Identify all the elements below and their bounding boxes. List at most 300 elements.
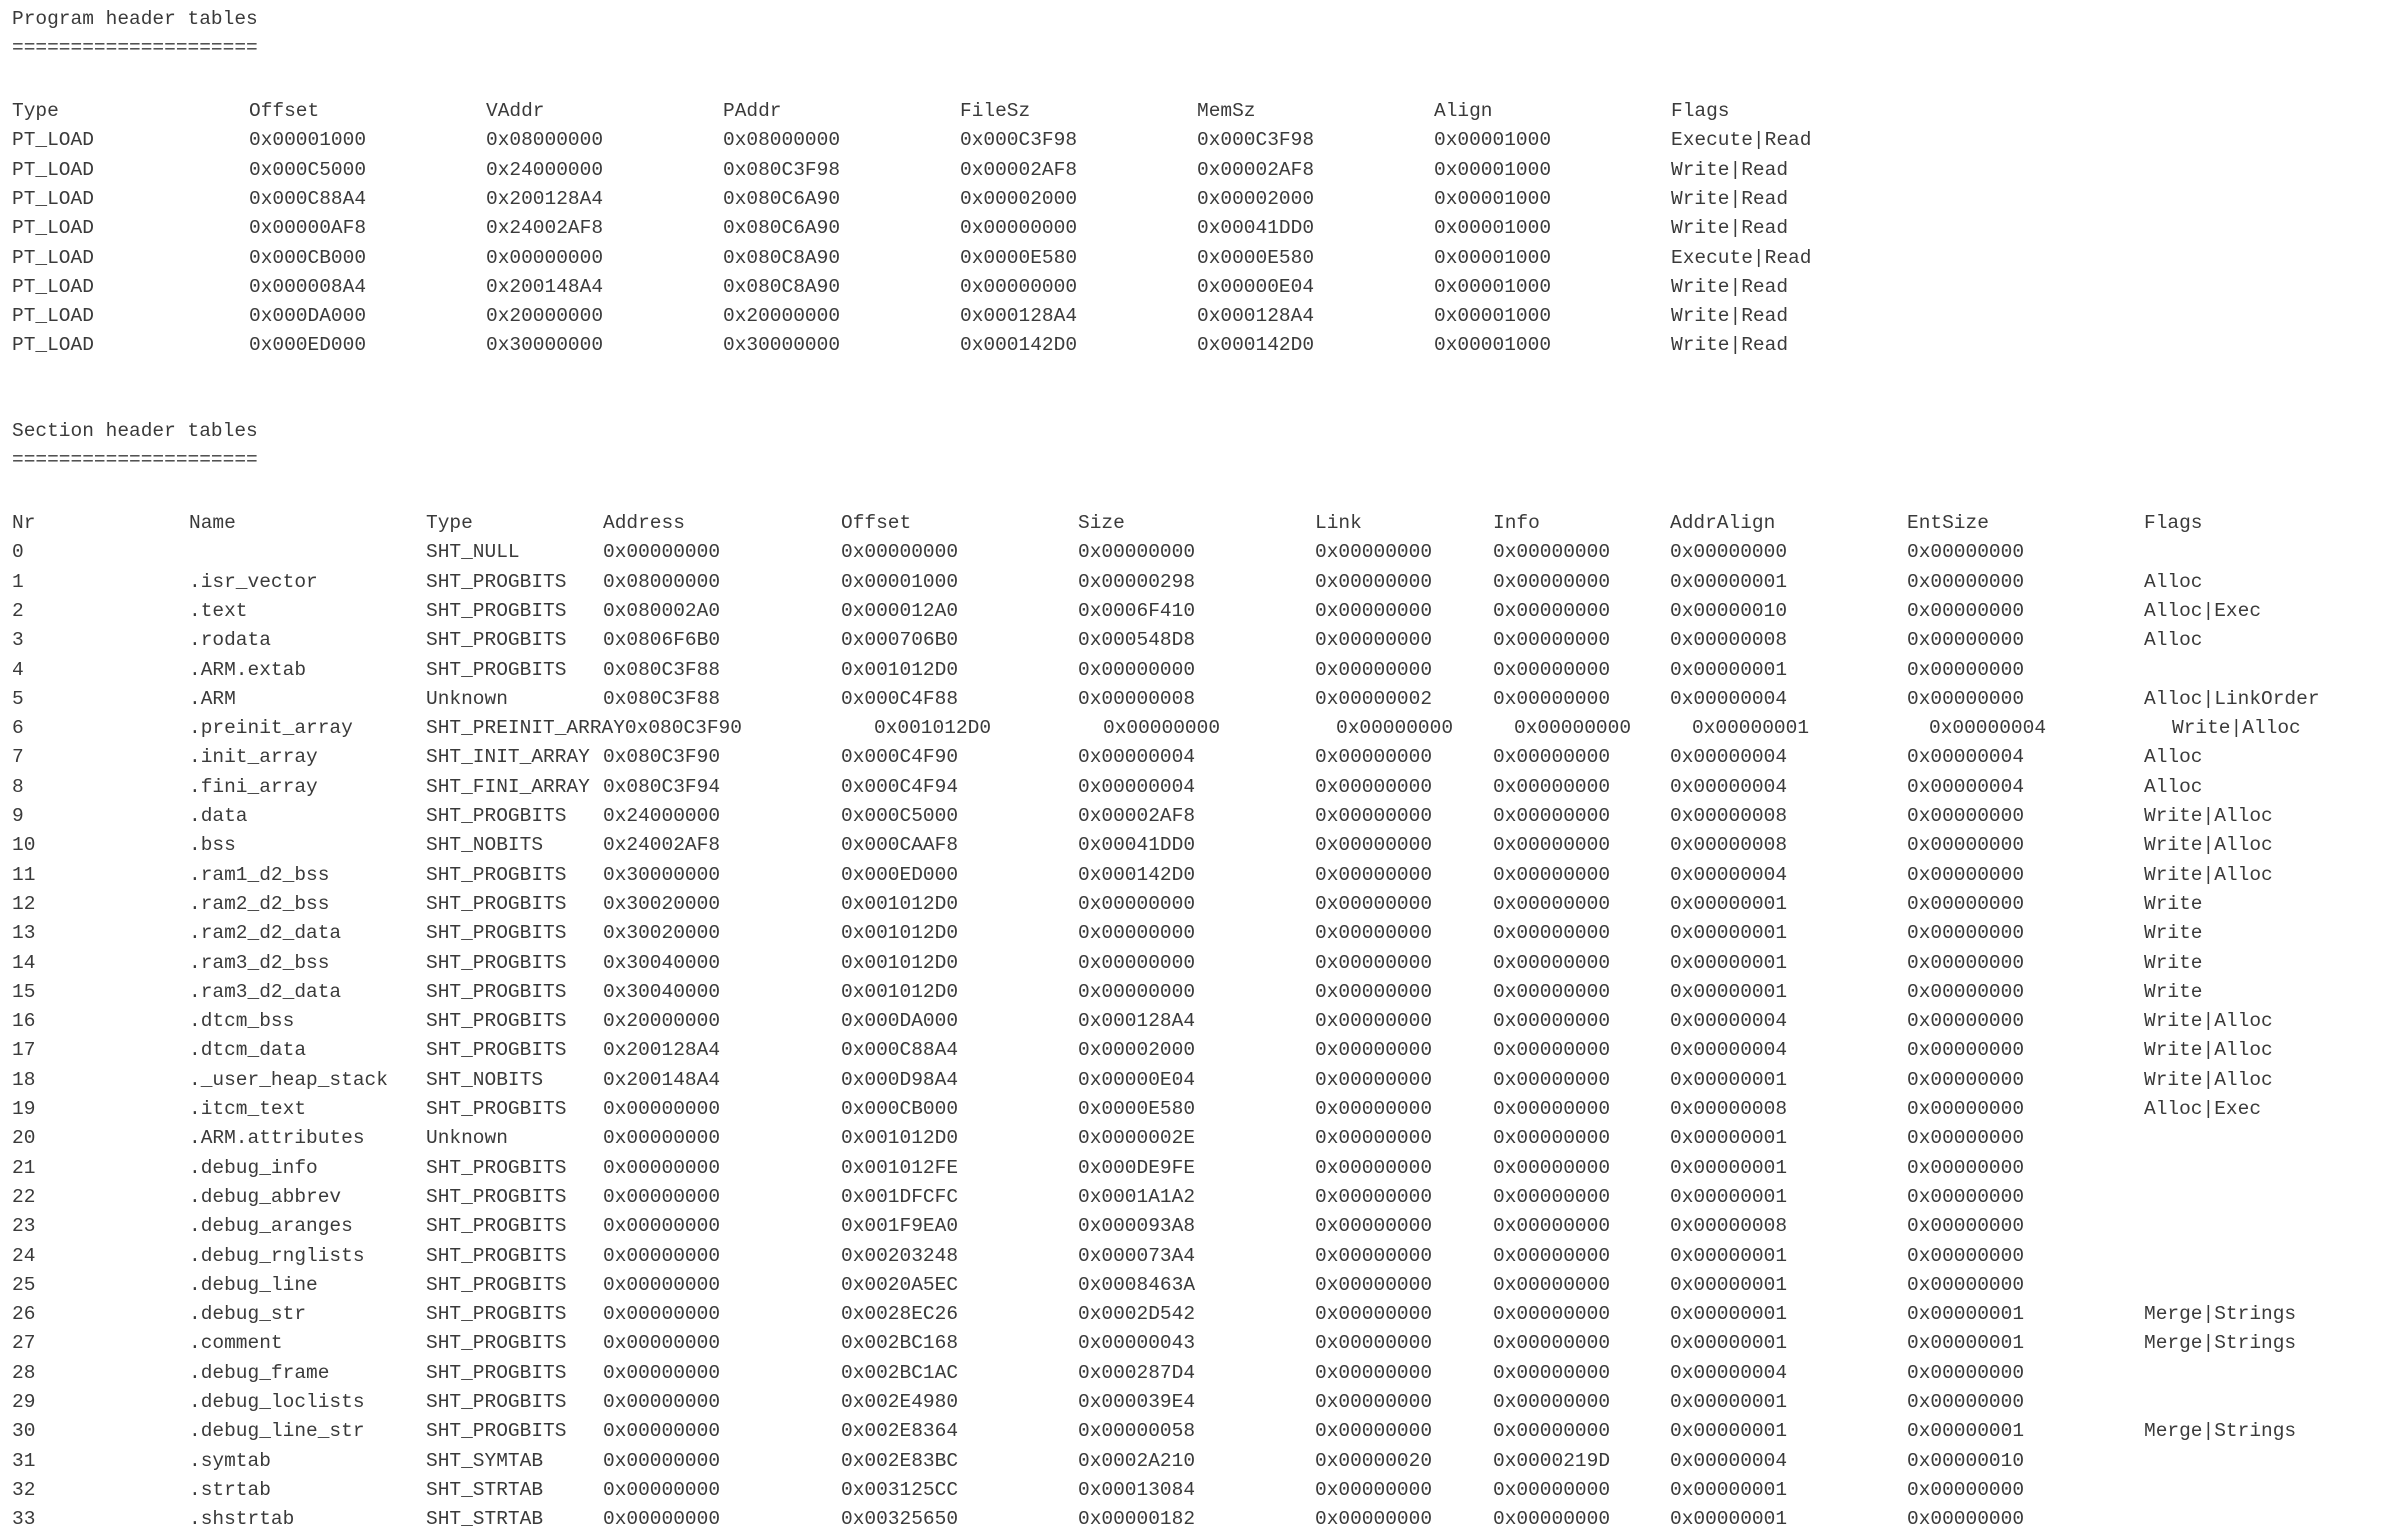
table-cell: 0x00000E04 — [1197, 275, 1315, 298]
table-cell: 0x00001000 — [1434, 217, 1552, 240]
table-cell: PT_LOAD — [12, 158, 94, 181]
table-cell: 0x00000000 — [486, 246, 604, 269]
table-cell: 0x00000004 — [1670, 1449, 1788, 1472]
program-header-rule: ===================== — [12, 37, 258, 59]
table-cell: SHT_SYMTAB — [426, 1449, 544, 1472]
table-cell: 0x00000000 — [1907, 1508, 2025, 1531]
table-cell: 0x00000010 — [1670, 599, 1788, 622]
table-cell: 0x00000020 — [1315, 1449, 1433, 1472]
column-header: Offset — [249, 100, 320, 122]
table-cell: 0x000287D4 — [1078, 1361, 1196, 1384]
table-cell: 0x00000000 — [1907, 834, 2025, 857]
table-cell: 0x002BC1AC — [841, 1361, 959, 1384]
table-cell: ._user_heap_stack — [189, 1068, 388, 1091]
table-cell: 0x00000000 — [1907, 1478, 2025, 1501]
table-cell: 0x00000000 — [1493, 629, 1611, 652]
table-cell: 0x24000000 — [486, 158, 604, 181]
table-cell: 0x00000001 — [1670, 1508, 1788, 1531]
table-cell: 0x00203248 — [841, 1244, 959, 1267]
table-cell: 0x00000001 — [1670, 1273, 1788, 1296]
table-row — [12, 1095, 2392, 1124]
table-cell: 0x00000000 — [1078, 658, 1196, 681]
table-cell: 0x00000000 — [1315, 746, 1433, 769]
column-header: Size — [1078, 512, 1125, 534]
table-cell: 0x080C8A90 — [723, 275, 841, 298]
table-cell: Merge|Strings — [2144, 1303, 2297, 1326]
table-cell: 0x00000004 — [1670, 1010, 1788, 1033]
table-cell: 0x00000000 — [1907, 1185, 2025, 1208]
table-cell: 0x000C5000 — [249, 158, 367, 181]
table-cell: 0x00000000 — [1907, 863, 2025, 886]
table-cell: 0x0001A1A2 — [1078, 1185, 1196, 1208]
table-cell: SHT_PROGBITS — [426, 1303, 567, 1326]
table-cell: 0x00000000 — [1493, 1244, 1611, 1267]
table-cell: 0x0806F6B0 — [603, 629, 721, 652]
program-header-title: Program header tables — [12, 8, 258, 30]
table-cell: .shstrtab — [189, 1508, 295, 1531]
table-cell: Execute|Read — [1671, 246, 1812, 269]
table-cell: 0x08000000 — [603, 570, 721, 593]
table-cell: 0x000039E4 — [1078, 1391, 1196, 1413]
table-cell: 0x00000001 — [1670, 1156, 1788, 1179]
table-cell: SHT_PROGBITS — [426, 892, 567, 915]
table-cell: SHT_PROGBITS — [426, 1215, 567, 1238]
table-cell: Write|Read — [1671, 187, 1789, 210]
table-cell: 0x00000000 — [1315, 805, 1433, 827]
table-cell: 0x000142D0 — [960, 334, 1078, 357]
table-cell: 0x0008463A — [1078, 1273, 1196, 1296]
table-cell: Write — [2144, 980, 2203, 1003]
table-cell: 0x00000001 — [1670, 1068, 1788, 1091]
table-cell: 0x00000000 — [1907, 599, 2025, 622]
table-cell: Write|Read — [1671, 305, 1789, 328]
table-cell: SHT_FINI_ARRAY — [426, 775, 590, 798]
table-cell: 0x00000004 — [1078, 746, 1196, 769]
table-cell: 0x000C5000 — [841, 805, 959, 827]
table-cell: 0x00000000 — [1493, 834, 1611, 857]
table-cell: 6 — [12, 717, 24, 740]
table-cell: 0x00000000 — [1493, 1039, 1611, 1062]
table-cell: 0x00000000 — [603, 1098, 721, 1120]
table-cell: 0x00000000 — [1493, 1478, 1611, 1501]
table-row — [12, 1124, 2392, 1153]
table-cell: Execute|Read — [1671, 129, 1812, 152]
table-cell: 0x00000000 — [1315, 1420, 1433, 1443]
table-cell: 0x00000000 — [1493, 1361, 1611, 1384]
table-cell: 0x30020000 — [603, 892, 721, 915]
table-row — [12, 302, 2392, 331]
table-cell: 0x001012D0 — [841, 951, 959, 974]
table-cell: 0x00000000 — [1315, 1098, 1433, 1120]
table-cell: .init_array — [189, 746, 318, 769]
table-cell: Alloc — [2144, 746, 2203, 769]
table-cell: 0x001F9EA0 — [841, 1215, 959, 1238]
table-cell: 0x000C3F98 — [1197, 129, 1315, 152]
table-cell: 0x002E83BC — [841, 1449, 959, 1472]
table-cell: 0x080C6A90 — [723, 187, 841, 210]
table-cell: 0x00000000 — [1493, 951, 1611, 974]
column-header: Flags — [2144, 512, 2203, 534]
table-cell: Write — [2144, 892, 2203, 915]
table-cell: 0x080C3F94 — [603, 775, 721, 798]
table-cell: 0x08000000 — [486, 129, 604, 152]
table-cell: 30 — [12, 1420, 36, 1443]
column-header: Nr — [12, 512, 36, 534]
table-cell: 0x00000000 — [1907, 1039, 2025, 1062]
table-cell: 0x000DA000 — [841, 1010, 959, 1033]
table-row — [12, 1329, 2392, 1358]
table-cell: 0x000CAAF8 — [841, 834, 959, 857]
table-cell: 10 — [12, 834, 36, 857]
table-cell: 0x00000010 — [1907, 1449, 2025, 1472]
table-cell: 0x000548D8 — [1078, 629, 1196, 652]
table-cell: 0x00000000 — [1493, 1010, 1611, 1033]
table-cell: 26 — [12, 1303, 36, 1326]
table-cell: 0x00000000 — [603, 1127, 721, 1150]
table-cell: .debug_line_str — [189, 1420, 365, 1443]
column-header: Flags — [1671, 100, 1730, 122]
table-cell: 15 — [12, 980, 36, 1003]
table-cell: 0x00000000 — [1315, 951, 1433, 974]
table-cell: .comment — [189, 1332, 283, 1355]
table-row — [12, 978, 2392, 1007]
table-cell: 31 — [12, 1449, 36, 1472]
table-cell: 0x00041DD0 — [1078, 834, 1196, 857]
table-cell: 0x00000000 — [1493, 1068, 1611, 1091]
table-cell: .rodata — [189, 629, 271, 652]
table-cell: PT_LOAD — [12, 129, 94, 152]
table-cell: 0x000008A4 — [249, 275, 367, 298]
table-cell: Alloc — [2144, 629, 2203, 652]
table-cell: SHT_PROGBITS — [426, 570, 567, 593]
table-cell: 0x000142D0 — [1197, 334, 1315, 357]
table-cell: 0x00000008 — [1078, 687, 1196, 710]
table-cell: Write|Read — [1671, 275, 1789, 298]
table-cell: SHT_PROGBITS — [426, 1098, 567, 1120]
table-cell: SHT_PROGBITS — [426, 863, 567, 886]
table-cell: 0x00000000 — [1315, 629, 1433, 652]
table-cell: 27 — [12, 1332, 36, 1355]
table-cell: 5 — [12, 687, 24, 710]
table-cell: .strtab — [189, 1478, 271, 1501]
table-cell: 0x0000E580 — [1197, 246, 1315, 269]
table-cell: 0x00041DD0 — [1197, 217, 1315, 240]
table-cell: 0x080C3F90 — [603, 746, 721, 769]
table-cell: 32 — [12, 1478, 36, 1501]
column-header: Type — [12, 100, 59, 122]
table-cell: 0x00000000 — [1493, 1303, 1611, 1326]
table-row — [12, 538, 2392, 567]
table-cell: 0x000C4F94 — [841, 775, 959, 798]
table-cell: .debug_line — [189, 1273, 318, 1296]
table-cell: .text — [189, 599, 248, 622]
section-header-rule: ===================== — [12, 449, 258, 471]
table-cell: 0x00000001 — [1670, 1332, 1788, 1355]
table-cell: 0x00000000 — [1078, 541, 1196, 564]
table-cell: 0x00000000 — [1493, 541, 1611, 564]
table-cell: PT_LOAD — [12, 305, 94, 328]
table-cell: 0x00000001 — [1692, 717, 1810, 740]
table-cell: 0x000CB000 — [249, 246, 367, 269]
table-cell: 0x00000000 — [1907, 892, 2025, 915]
table-cell: 0x0000E580 — [1078, 1098, 1196, 1120]
table-cell: 0x00000000 — [1907, 1215, 2025, 1238]
table-cell: 0x00002AF8 — [1197, 158, 1315, 181]
table-cell: SHT_PROGBITS — [426, 1244, 567, 1267]
table-cell: 0x001012FE — [841, 1156, 959, 1179]
table-cell: 0x00002000 — [960, 187, 1078, 210]
table-cell: 0x00002000 — [1078, 1039, 1196, 1062]
table-cell: 0x00000000 — [603, 1391, 721, 1413]
table-cell: 0x00000001 — [1670, 1127, 1788, 1150]
table-cell: Write|Alloc — [2144, 805, 2273, 827]
table-cell: 0x00000298 — [1078, 570, 1196, 593]
table-cell: 0x00000004 — [1670, 746, 1788, 769]
table-cell: .bss — [189, 834, 236, 857]
table-cell: 0x30040000 — [603, 951, 721, 974]
table-cell: 0x000128A4 — [1078, 1010, 1196, 1033]
table-cell: 0x00013084 — [1078, 1478, 1196, 1501]
table-cell: 11 — [12, 863, 36, 886]
table-cell: 0x00000000 — [603, 1185, 721, 1208]
table-cell: 24 — [12, 1244, 36, 1267]
table-cell: 0x00000004 — [1907, 775, 2025, 798]
table-cell: 0x200128A4 — [486, 187, 604, 210]
table-cell: 0x00000000 — [1315, 1508, 1433, 1531]
table-cell: 19 — [12, 1098, 36, 1120]
table-cell: .isr_vector — [189, 570, 318, 593]
table-cell: Merge|Strings — [2144, 1332, 2297, 1355]
table-cell: 0x00000000 — [1078, 980, 1196, 1003]
table-cell: 0x00000000 — [603, 1215, 721, 1238]
table-cell: 0x30000000 — [723, 334, 841, 357]
table-cell: 22 — [12, 1185, 36, 1208]
table-cell: SHT_PROGBITS — [426, 658, 567, 681]
table-cell: 0 — [12, 541, 24, 564]
table-cell: 0x00000000 — [1315, 1332, 1433, 1355]
table-row — [12, 861, 2392, 890]
table-row — [12, 273, 2392, 302]
table-cell: 0x00000008 — [1670, 629, 1788, 652]
table-cell: 0x002E4980 — [841, 1391, 959, 1413]
table-cell: 0x00000000 — [1493, 1127, 1611, 1150]
table-cell: 0x00000001 — [1670, 1303, 1788, 1326]
table-cell: 0x00000000 — [1103, 717, 1221, 740]
table-cell: 0x00000043 — [1078, 1332, 1196, 1355]
table-cell: 0x0000E580 — [960, 246, 1078, 269]
table-cell: .ram2_d2_bss — [189, 892, 330, 915]
table-cell: .ram2_d2_data — [189, 922, 342, 945]
table-cell: 0x00000000 — [1907, 629, 2025, 652]
table-row — [12, 597, 2392, 626]
table-row — [12, 156, 2392, 185]
table-cell: 0x000DE9FE — [1078, 1156, 1196, 1179]
table-cell: 0x0028EC26 — [841, 1303, 959, 1326]
table-cell: 0x00000000 — [1315, 1391, 1433, 1413]
table-cell: 0x00000000 — [1493, 922, 1611, 945]
column-header: Address — [603, 512, 685, 534]
table-cell: 0x00000004 — [1670, 775, 1788, 798]
table-cell: 0x00000000 — [1315, 922, 1433, 945]
table-cell: 0x00000000 — [1336, 717, 1454, 740]
table-cell: 2 — [12, 599, 24, 622]
table-cell: 0x00000004 — [1670, 1361, 1788, 1384]
table-cell: 0x00000000 — [1493, 892, 1611, 915]
table-cell: 12 — [12, 892, 36, 915]
table-cell: 0x00000E04 — [1078, 1068, 1196, 1091]
table-cell: 0x00001000 — [1434, 246, 1552, 269]
table-cell: 0x24002AF8 — [603, 834, 721, 857]
table-row — [12, 1447, 2392, 1476]
table-row — [12, 1388, 2392, 1417]
table-cell: 0x00000000 — [1907, 1361, 2025, 1384]
table-cell: 7 — [12, 746, 24, 769]
table-cell: 0x200148A4 — [486, 275, 604, 298]
table-cell: 28 — [12, 1361, 36, 1384]
table-cell: 0x00000000 — [1315, 775, 1433, 798]
table-cell: 13 — [12, 922, 36, 945]
table-cell: 0x00000001 — [1670, 1478, 1788, 1501]
table-cell: 0x00002AF8 — [960, 158, 1078, 181]
table-cell: 0x000D98A4 — [841, 1068, 959, 1091]
table-cell: 0x00000000 — [1493, 658, 1611, 681]
table-row — [12, 331, 2392, 360]
table-cell: 23 — [12, 1215, 36, 1238]
table-cell: 0x00000000 — [1493, 1420, 1611, 1443]
table-cell: 0x00000000 — [1315, 1010, 1433, 1033]
table-cell: 0x000C88A4 — [841, 1039, 959, 1062]
table-cell: 0x00000004 — [1670, 1039, 1788, 1062]
table-cell: SHT_PROGBITS — [426, 599, 567, 622]
table-cell: Write|Alloc — [2144, 863, 2273, 886]
table-cell: 0x00000AF8 — [249, 217, 367, 240]
table-cell: 0x00000000 — [603, 1508, 721, 1531]
table-cell: .debug_str — [189, 1303, 307, 1326]
table-row — [12, 1154, 2392, 1183]
table-cell: 0x00002AF8 — [1078, 805, 1196, 827]
table-cell: Write|Alloc — [2144, 1010, 2273, 1033]
table-cell: 0x00000000 — [1907, 1391, 2025, 1413]
table-row — [12, 656, 2392, 685]
table-cell: 0x000C4F90 — [841, 746, 959, 769]
table-cell: 0x000706B0 — [841, 629, 959, 652]
table-cell: 0x00000001 — [1670, 892, 1788, 915]
table-cell: SHT_PROGBITS — [426, 922, 567, 945]
table-cell: 0x00325650 — [841, 1508, 959, 1531]
table-cell: .ARM.extab — [189, 658, 307, 681]
column-header: Info — [1493, 512, 1540, 534]
table-cell: SHT_PROGBITS — [426, 980, 567, 1003]
table-cell: 0x001012D0 — [841, 892, 959, 915]
table-cell: 0x000CB000 — [841, 1098, 959, 1120]
table-cell: 0x00001000 — [249, 129, 367, 152]
table-cell: 0x00000000 — [1315, 658, 1433, 681]
table-cell: Write|Alloc — [2144, 1068, 2273, 1091]
table-cell: 3 — [12, 629, 24, 652]
table-cell: 0x00000000 — [1315, 834, 1433, 857]
table-cell: 0x00000004 — [1670, 863, 1788, 886]
table-cell: 0x000093A8 — [1078, 1215, 1196, 1238]
table-cell: 0x0000219D — [1493, 1449, 1611, 1472]
table-cell: 0x00000000 — [1315, 541, 1433, 564]
table-cell: 0x00000000 — [1315, 1185, 1433, 1208]
table-cell: SHT_PROGBITS — [426, 1332, 567, 1355]
table-cell: Alloc|LinkOrder — [2144, 687, 2320, 710]
table-cell: 0x00000000 — [1315, 1361, 1433, 1384]
column-header: Link — [1315, 512, 1362, 534]
table-cell: 0x00000000 — [960, 217, 1078, 240]
table-row — [12, 1505, 2392, 1534]
table-cell: 0x001012D0 — [841, 658, 959, 681]
table-cell: Write|Alloc — [2144, 834, 2273, 857]
table-cell: 0x08000000 — [723, 129, 841, 152]
table-cell: 0x00000000 — [1493, 863, 1611, 886]
table-cell: 17 — [12, 1039, 36, 1062]
table-row — [12, 773, 2392, 802]
table-cell: 0x00000001 — [1907, 1303, 2025, 1326]
table-cell: 0x00000000 — [1907, 687, 2025, 710]
table-cell: 0x00000000 — [1493, 805, 1611, 827]
table-cell: 0x00000000 — [603, 1449, 721, 1472]
table-cell: 0x00000004 — [1670, 687, 1788, 710]
table-cell: 0x000142D0 — [1078, 863, 1196, 886]
table-cell: 9 — [12, 805, 24, 827]
table-cell: 0x00001000 — [1434, 158, 1552, 181]
table-cell: 0x00000004 — [1929, 717, 2047, 740]
table-cell: 0x00000000 — [603, 1273, 721, 1296]
table-row — [12, 1300, 2392, 1329]
column-header: AddrAlign — [1670, 512, 1776, 534]
table-cell: 0x24002AF8 — [486, 217, 604, 240]
table-cell: Merge|Strings — [2144, 1420, 2297, 1443]
table-cell: Write|Read — [1671, 217, 1789, 240]
section-column-headers — [12, 509, 2392, 538]
table-cell: 0x00000000 — [1493, 1391, 1611, 1413]
column-header: MemSz — [1197, 100, 1256, 122]
table-cell: .debug_aranges — [189, 1215, 353, 1238]
table-cell: 0x00000001 — [1670, 980, 1788, 1003]
table-cell: 0x00000000 — [1493, 1332, 1611, 1355]
table-row — [12, 890, 2392, 919]
table-cell: .dtcm_bss — [189, 1010, 295, 1033]
table-cell: SHT_PROGBITS — [426, 805, 567, 827]
table-cell: 0x00000000 — [1078, 922, 1196, 945]
table-cell: .debug_info — [189, 1156, 318, 1179]
table-cell: 0x0020A5EC — [841, 1273, 959, 1296]
table-cell: 0x00000000 — [960, 275, 1078, 298]
table-cell: 0x00000000 — [1907, 570, 2025, 593]
table-cell: 0x00000000 — [1315, 1127, 1433, 1150]
table-cell: 0x0006F410 — [1078, 599, 1196, 622]
table-cell: 0x30020000 — [603, 922, 721, 945]
table-row — [12, 214, 2392, 243]
table-cell: 0x000128A4 — [960, 305, 1078, 328]
table-cell: 0x00000000 — [1907, 1244, 2025, 1267]
table-cell: 0x00000000 — [1493, 599, 1611, 622]
table-cell: 0x00000000 — [1907, 951, 2025, 974]
table-cell: 0x00000000 — [603, 1420, 721, 1443]
table-cell: 0x00000000 — [603, 541, 721, 564]
table-cell: 0x00001000 — [841, 570, 959, 593]
table-cell: 0x00002000 — [1197, 187, 1315, 210]
table-cell: 0x00000000 — [1315, 570, 1433, 593]
table-cell: 0x00000001 — [1907, 1332, 2025, 1355]
table-cell: 0x00000000 — [1315, 599, 1433, 622]
table-cell: SHT_INIT_ARRAY — [426, 746, 590, 769]
table-cell: 0x00000000 — [1493, 775, 1611, 798]
table-cell: 0x30000000 — [603, 863, 721, 886]
table-cell: 0x00001000 — [1434, 129, 1552, 152]
